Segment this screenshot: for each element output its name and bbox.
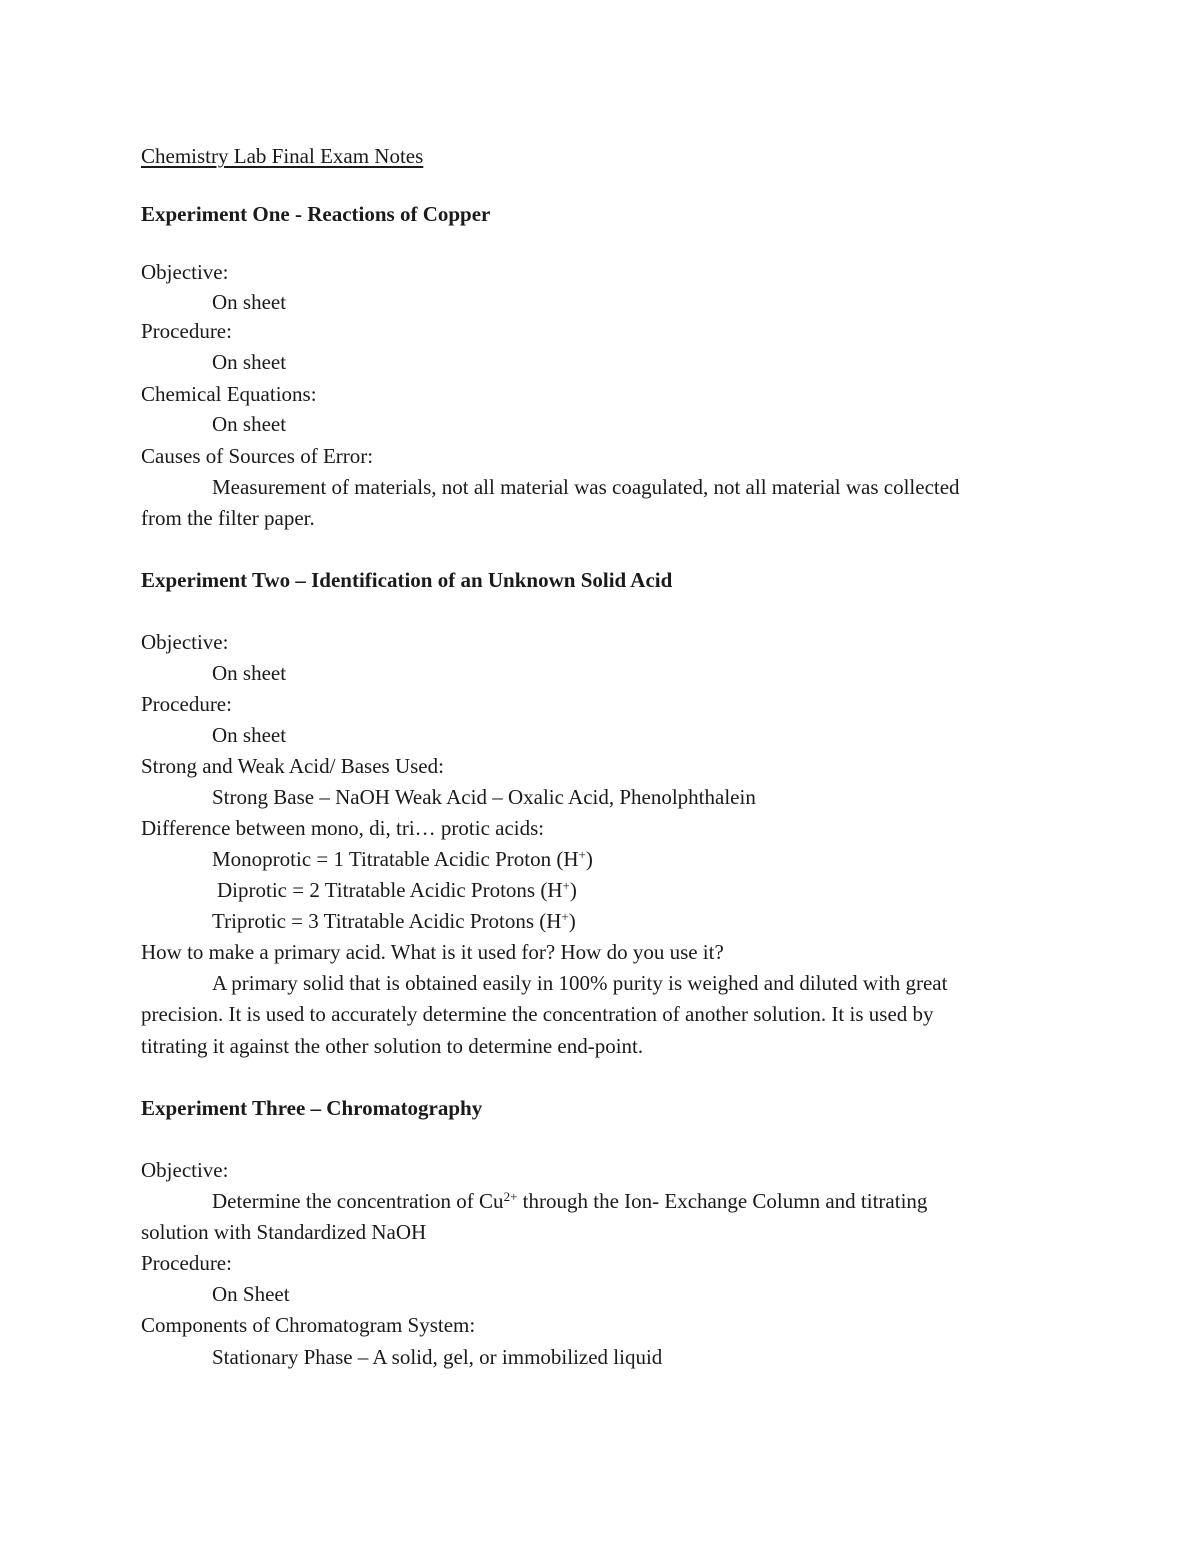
exp2-procedure-label: Procedure: [141,692,232,716]
exp1-objective-label: Objective: [141,260,229,284]
close-paren: ) [569,878,577,902]
objective-text-end: through the Ion- Exchange Column and titrating [517,1189,928,1213]
diprotic-text: Diprotic = 2 Titratable Acidic Protons (H [217,878,563,902]
exp3-procedure-text: On Sheet [212,1282,290,1306]
exp1-procedure-text: On sheet [212,350,287,374]
triprotic-text: Triprotic = 3 Titratable Acidic Protons (H [212,909,562,933]
exp2-primary-acid-question: How to make a primary acid. What is it used for? How do you use it? [141,940,724,964]
proton-charge: + [578,847,586,862]
exp2-procedure-text: On sheet [212,723,287,747]
monoprotic-text: Monoprotic = 1 Titratable Acidic Proton (H [212,847,579,871]
exp2-protic-label: Difference between mono, di, tri… protic acids: [141,816,545,840]
exp1-errors-line-2: from the filter paper. [141,506,315,530]
exp2-primary-acid-line-2: precision. It is used to accurately determine the concentration of another solution. It is used by [141,1002,934,1026]
proton-charge: + [561,909,569,924]
experiment-two-heading: Experiment Two – Identification of an Unknown Solid Acid [141,568,673,592]
exp2-primary-acid-line-3: titrating it against the other solution to determine end-point. [141,1034,644,1058]
exp2-monoprotic-line [212,846,593,872]
exp1-equations-text: On sheet [212,412,287,436]
copper-ion-charge: 2+ [503,1189,518,1204]
exp2-objective-text: On sheet [212,661,287,685]
exp3-procedure-label: Procedure: [141,1251,232,1275]
close-paren: ) [568,909,576,933]
close-paren: ) [585,847,593,871]
exp3-objective-line-2: solution with Standardized NaOH [141,1220,427,1244]
objective-text-start: Determine the concentration of Cu [212,1189,504,1213]
proton-charge: + [562,878,570,893]
exp3-components-label: Components of Chromatogram System: [141,1313,476,1337]
exp2-primary-acid-line-1: A primary solid that is obtained easily in 100% purity is weighed and diluted with great [212,971,948,995]
exp3-stationary-phase-text: Stationary Phase – A solid, gel, or immobilized liquid [212,1345,663,1369]
exp2-objective-label: Objective: [141,630,229,654]
exp2-triprotic-line [212,908,576,934]
exp1-equations-label: Chemical Equations: [141,382,317,406]
exp1-objective-text: On sheet [212,290,287,314]
exp1-errors-label: Causes of Sources of Error: [141,444,374,468]
exp1-procedure-label: Procedure: [141,319,232,343]
exp2-diprotic-line [217,877,577,903]
exp3-objective-label: Objective: [141,1158,229,1182]
experiment-one-heading: Experiment One - Reactions of Copper [141,202,491,226]
exp3-objective-line-1 [212,1188,927,1214]
document-title: Chemistry Lab Final Exam Notes [141,144,424,168]
experiment-three-heading: Experiment Three – Chromatography [141,1096,483,1120]
exp2-acids-bases-label: Strong and Weak Acid/ Bases Used: [141,754,444,778]
exp2-acids-bases-text: Strong Base – NaOH Weak Acid – Oxalic Acid, Phenolphthalein [212,785,756,809]
exp1-errors-line-1: Measurement of materials, not all material was coagulated, not all material was collected [212,475,960,499]
